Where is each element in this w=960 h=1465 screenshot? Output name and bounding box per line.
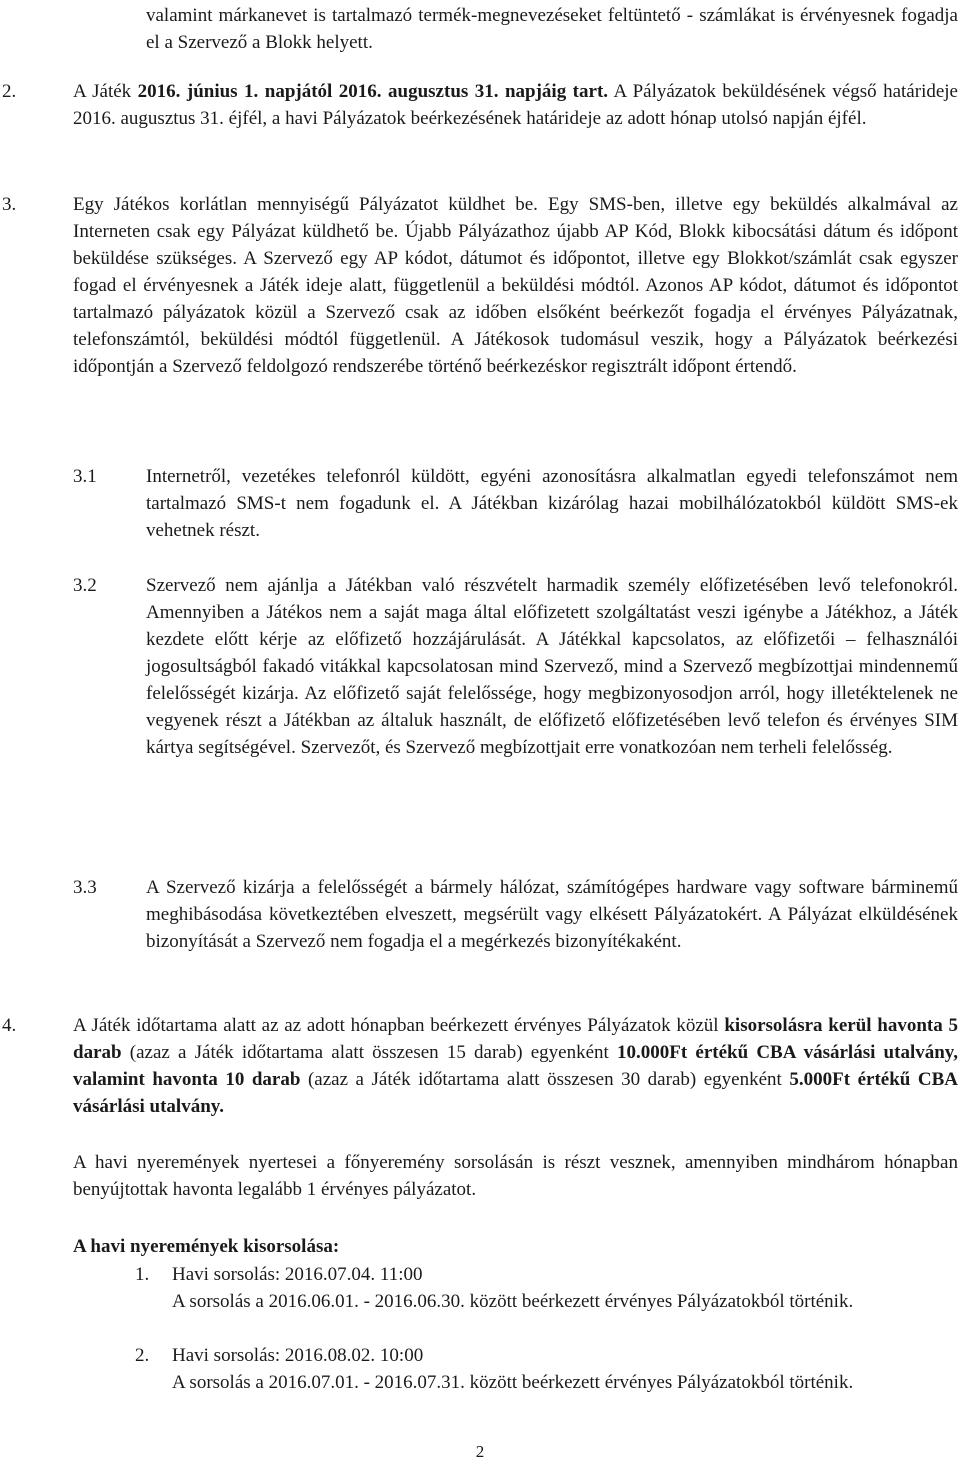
draw-2-title: Havi sorsolás: 2016.08.02. 10:00 — [172, 1345, 424, 1366]
page-number: 2 — [475, 1442, 485, 1461]
section-3-number: 3. — [2, 194, 17, 215]
draw-2-number: 2. — [135, 1345, 150, 1366]
section-4-paragraph: A Játék időtartama alatt az az adott hónapban beérkezett érvényes Pályázatok közül kisorsolásra kerül havonta 5 darab (azaz a Játék időtartama alatt összesen 15 darab) egyenként 10.000Ft értékű CBA vásárlási utalvány, valamint havonta 10 darab (azaz a Játék időtartama alatt összesen 30 darab) egyenként 5.000Ft értékű CBA vásárlási utalvány. — [73, 1015, 958, 1117]
section-3-3-number: 3.3 — [73, 877, 97, 898]
section-3-paragraph: Egy Játékos korlátlan mennyiségű Pályázatot küldhet be. Egy SMS-ben, illetve egy beküldés alkalmával az Interneten csak egy Pályázat küldhető be. Újabb Pályázathoz újabb AP Kód, Blokk kibocsátási dátum és időpont beküldése szükséges. A Szervező egy AP kódot, dátumot és időpontot, illetve egy Blokkot/számlát csak egyszer fogad el érvényesnek a Játék ideje alatt, függetlenül a beküldési módtól. Azonos AP kódot, dátumot és időpontot tartalmazó pályázatok közül a Szervező csak az időben elsőként beérkezőt fogadja el érvényes Pályázatnak, telefonszámtól, beküldési módtól függetlenül. A Játékosok tudomásul veszik, hogy a Pályázatok beérkezési időpontján a Szervező feldolgozó rendszerébe történő beérkezéskor regisztrált időpont értendő. — [73, 194, 958, 377]
section-4-paragraph-2: A havi nyeremények nyertesei a főnyeremény sorsolásán is részt vesznek, amennyiben mindhárom hónapban benyújtottak havonta legalább 1 érvényes pályázatot. — [73, 1152, 958, 1200]
draw-1-description: A sorsolás a 2016.06.01. - 2016.06.30. között beérkezett érvényes Pályázatokból történik. — [172, 1291, 854, 1312]
section-2-number: 2. — [2, 81, 17, 102]
section-2-paragraph: A Játék 2016. június 1. napjától 2016. augusztus 31. napjáig tart. A Pályázatok beküldésének végső határideje 2016. augusztus 31. éjfél, a havi Pályázatok beérkezésének határideje az adott hónap utolsó napján éjfél. — [73, 81, 958, 129]
section-4-number: 4. — [2, 1015, 17, 1036]
section-3-1-paragraph: Internetről, vezetékes telefonról küldött, egyéni azonosításra alkalmatlan egyedi telefonszámot nem tartalmazó SMS-t nem fogadunk el. A Játékban kizárólag hazai mobilhálózatokból küldött SMS-ek vehetnek részt. — [146, 466, 958, 541]
section-3-2-number: 3.2 — [73, 575, 97, 596]
draw-1-number: 1. — [135, 1264, 150, 1285]
draw-2-description: A sorsolás a 2016.07.01. - 2016.07.31. között beérkezett érvényes Pályázatokból történik. — [172, 1372, 854, 1393]
section-3-3-paragraph: A Szervező kizárja a felelősségét a bármely hálózat, számítógépes hardware vagy software bárminemű meghibásodása következtében elveszett, megsérült vagy elkésett Pályázatokért. A Pályázat elküldésének bizonyítását a Szervező nem fogadja el a megérkezés bizonyítékaként. — [146, 877, 958, 952]
campaign-period: 2016. június 1. napjától 2016. augusztus 31. napjáig tart. — [137, 81, 609, 102]
monthly-draws-heading: A havi nyeremények kisorsolása: — [73, 1236, 340, 1257]
draw-1-title: Havi sorsolás: 2016.07.04. 11:00 — [172, 1264, 423, 1285]
intro-paragraph: valamint márkanevet is tartalmazó termék-megnevezéseket feltüntető - számlákat is érvényesnek fogadja el a Szervező a Blokk helyett. — [146, 5, 958, 53]
section-3-1-number: 3.1 — [73, 466, 97, 487]
section-3-2-paragraph: Szervező nem ajánlja a Játékban való részvételt harmadik személy előfizetésében levő telefonokról. Amennyiben a Játékos nem a saját maga által előfizetett szolgáltatást veszi igénybe a Játékhoz, a Játék kezdete előtt kérje az előfizető hozzájárulását. A Játékkal kapcsolatos, az előfizetői – felhasználói jogosultságból fakadó vitákkal kapcsolatosan mind Szervező, mind a Szervező megbízottjai mindennemű felelősségét kizárja. Az előfizető saját felelőssége, hogy megbizonyosodjon arról, hogy illetéktelenek ne vegyenek részt a Játékban az általuk használt, de előfizető előfizetésében levő telefon és érvényes SIM kártya segítségével. Szervezőt, és Szervező megbízottjait erre vonatkozóan nem terheli felelősség. — [146, 575, 958, 758]
